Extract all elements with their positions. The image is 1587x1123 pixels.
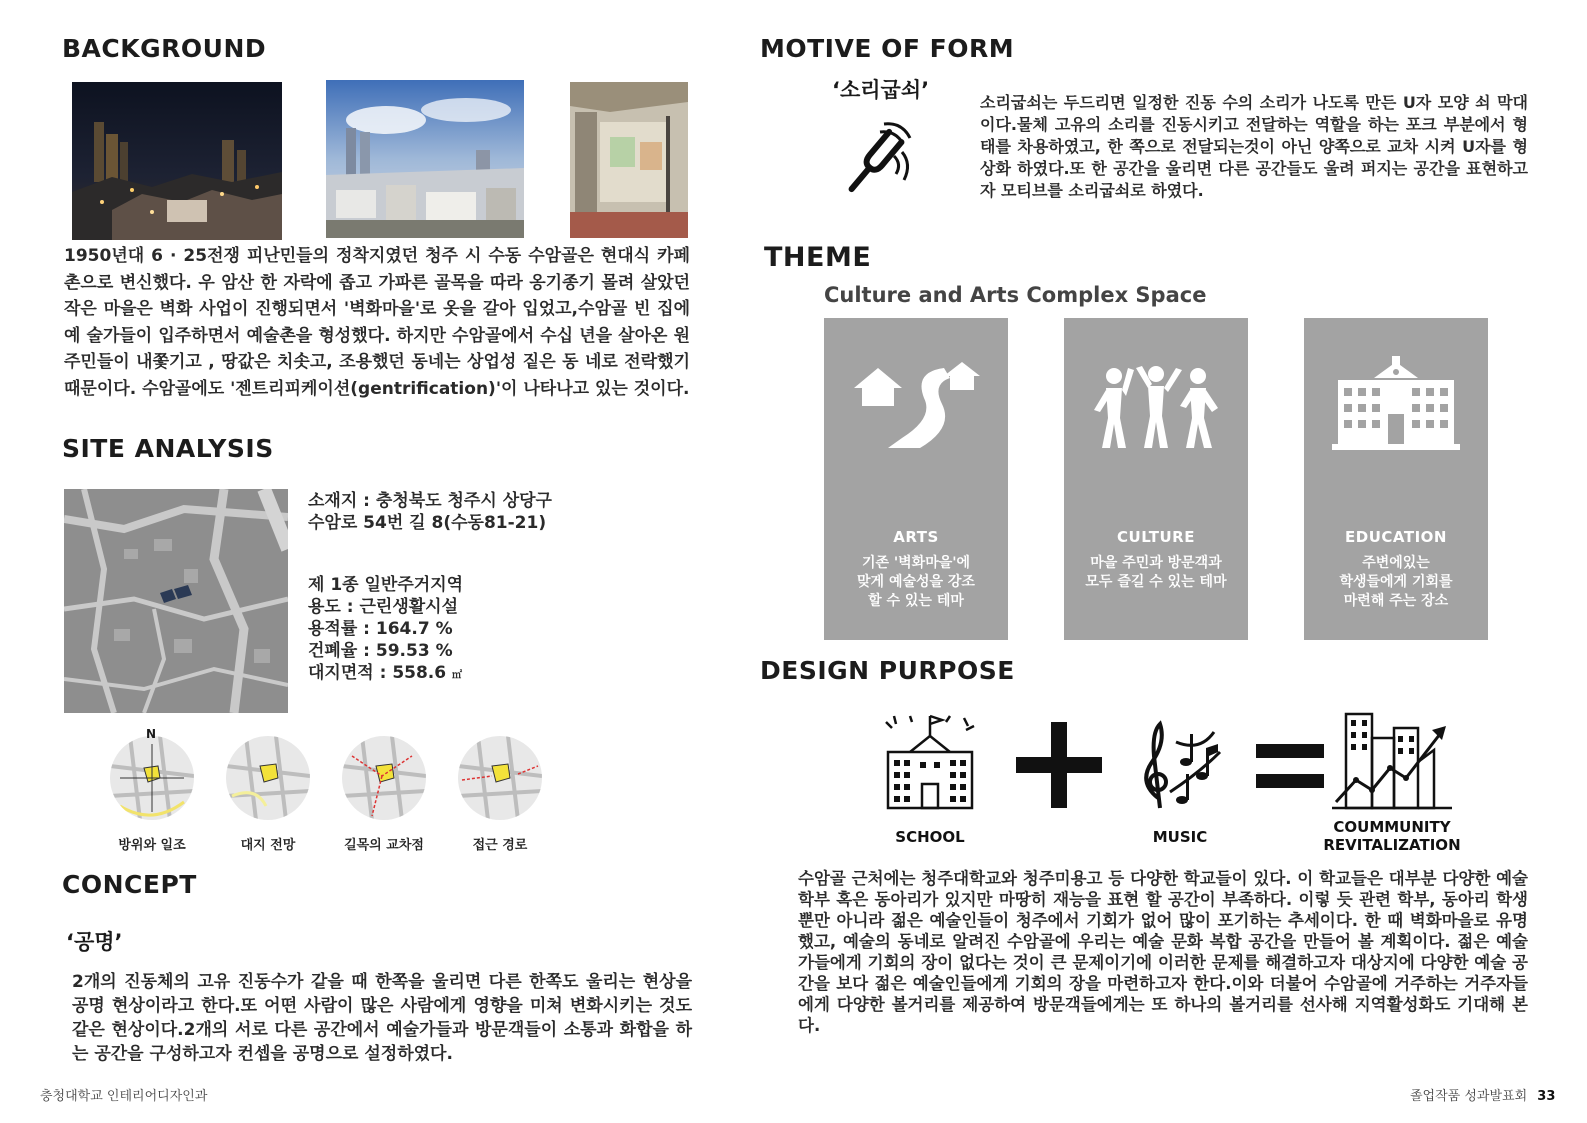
- site-use: 용도 : 근린생활시설: [308, 597, 459, 617]
- photo-city-view: [326, 80, 524, 238]
- theme-box-education-title: EDUCATION: [1345, 528, 1447, 546]
- music-label: MUSIC: [1152, 828, 1208, 846]
- theme-box-arts-title: ARTS: [893, 528, 939, 546]
- theme-subtitle: Culture and Arts Complex Space: [824, 283, 1207, 307]
- house-path-icon: [824, 348, 1008, 468]
- equals-icon: [1256, 744, 1324, 788]
- diagram-label-access: 접근 경로: [472, 838, 528, 853]
- page-number: 33: [1537, 1089, 1556, 1104]
- diagram-label-intersection: 길목의 교차점: [344, 838, 424, 853]
- site-area: [308, 662, 462, 687]
- community-revitalization-icon: [1332, 708, 1452, 812]
- school-label: SCHOOL: [895, 828, 965, 846]
- site-bcr: 건폐율 : 59.53 %: [308, 641, 453, 661]
- site-zone: 제 1종 일반주거지역: [308, 575, 464, 595]
- background-text: 1950년대 6 · 25전쟁 피난민들의 정착지였던 청주 시 수동 수암골은 현대식 카페촌으로 변신했다. 우 암산 한 자락에 좁고 가파른 골목을 따라 옹기종기 몰려 살았던 작은 마을은 벽화 사업이 진행되면서 '벽화마을'로 옷을 갈아 입었고,수암골 빈 집에 예 술가들이 입주하면서 예술촌을 형성했다. 하지만 수암골에서 수십 년을 살아온 원주민들이 내쫓기고 , 땅값은 치솟고, 조용했던 동네는 상업성 짙은 동 네로 전락했기 때문이다. 수암골에도 '젠트리피케이션(gentrification)'이 나타나고 있는 것이다.: [64, 246, 690, 399]
- concept-subtitle: ‘공명’: [66, 930, 123, 954]
- motive-title: MOTIVE OF FORM: [760, 34, 1015, 63]
- design-purpose-text: 수암골 근처에는 청주대학교와 청주미용고 등 다양한 학교들이 있다. 이 학교들은 대부분 다양한 예술학부 혹은 동아리가 있지만 마땅히 재능을 표현 할 공간이 부족하다. 이렇 듯 관련 학부, 동아리 학생 뿐만 아니라 젊은 예술인들이 청주에서 기회가 없어 많이 포기하는 추세이다. 한 때 벽화마을로 유명했고, 예술의 동네로 알려진 수암골에 우리는 예술 문화 복합 공간을 만들어 볼 계획이다. 젊은 예술가들에게 기회의 장이 없다는 것이 큰 문제이기에 이러한 문제를 해결하고자 대상지에 다양한 예술 공간을 보다 젊은 예술인들에게 기회의 장을 마련하고자 한다.이와 더불어 수암골에 거주하는 거주자들에게 다양한 볼거리를 제공하여 방문객들에게는 또 하나의 볼거리를 선사해 지역활성화도 기대해 본다.: [798, 869, 1528, 1035]
- diagram-access: [458, 736, 542, 820]
- photo-alley-mural: [570, 82, 688, 238]
- diagram-label-view: 대지 전망: [240, 838, 296, 853]
- theme-box-culture-desc: 마을 주민과 방문객과 모두 즐길 수 있는 테마: [1085, 555, 1227, 590]
- theme-box-culture-title: CULTURE: [1117, 528, 1195, 546]
- motive-subtitle: ‘소리굽쇠’: [832, 78, 930, 102]
- site-far: 용적률 : 164.7 %: [308, 619, 453, 639]
- dancing-people-icon: [1064, 348, 1248, 468]
- site-area-unit: ㎡: [452, 670, 463, 681]
- north-label: N: [146, 727, 157, 741]
- design-purpose-title: DESIGN PURPOSE: [760, 656, 1015, 685]
- theme-box-culture: [1064, 318, 1248, 640]
- diagram-intersection: [342, 736, 426, 820]
- site-analysis-title: SITE ANALYSIS: [62, 434, 274, 463]
- site-map: [64, 489, 288, 713]
- school-building-icon: [1304, 348, 1488, 468]
- photo-night-village: [72, 82, 282, 240]
- diagram-view: [226, 736, 310, 820]
- diagram-orientation: [110, 736, 194, 820]
- tuning-fork-icon: [836, 120, 916, 200]
- footer-right: [1410, 1085, 1555, 1104]
- theme-box-arts: [824, 318, 1008, 640]
- diagram-label-orientation: 방위와 일조: [118, 838, 186, 853]
- motive-text: 소리굽쇠는 두드리면 일정한 진동 수의 소리가 나도록 만든 U자 모양 쇠 막대이다.물체 고유의 소리를 진동시키고 전달하는 역할을 하는 포크 부분에서 형태를 차용하였고, 한 쪽으로 전달되는것이 아닌 양쪽으로 교차 시켜 U자를 형상화 하였다.또 한 공간을 울리면 다른 공간들도 울려 퍼지는 공간을 표현하고자 모티브를 소리굽쇠로 하였다.: [980, 93, 1528, 200]
- theme-box-arts-desc: 기존 '벽화마을'에 맞게 예술성을 강조 할 수 있는 테마: [857, 555, 975, 609]
- site-address-2: 수암로 54번 길 8(수동81-21): [308, 513, 547, 533]
- site-address-1: 소재지 : 충청북도 청주시 상당구: [308, 491, 552, 511]
- footer-right-text: 졸업작품 성과발표회: [1410, 1089, 1528, 1104]
- school-icon: [880, 712, 980, 812]
- site-area-value: 대지면적 : 558.6: [308, 663, 447, 683]
- music-notes-icon: [1130, 712, 1230, 812]
- footer-left: 충청대학교 인테리어디자인과: [40, 1089, 208, 1104]
- theme-title: THEME: [764, 242, 872, 273]
- background-title: BACKGROUND: [62, 34, 267, 63]
- community-label-2: REVITALIZATION: [1323, 836, 1461, 854]
- community-label-1: COUMMUNITY: [1333, 818, 1451, 836]
- theme-box-education: [1304, 318, 1488, 640]
- plus-icon: [1016, 722, 1102, 808]
- theme-box-education-desc: 주변에있는 학생들에게 기회를 마련해 주는 장소: [1339, 555, 1453, 609]
- concept-title: CONCEPT: [62, 870, 197, 899]
- concept-text: 2개의 진동체의 고유 진동수가 같을 때 한쪽을 울리면 다른 한쪽도 울리는 현상을 공명 현상이라고 한다.또 어떤 사람이 많은 사람에게 영향을 미쳐 변화시키는 것도 같은 현상이다.2개의 서로 다른 공간에서 예술가들과 방문객들이 소통과 화합을 하는 공간을 구성하고자 컨셉을 공명으로 설정하였다.: [72, 972, 692, 1064]
